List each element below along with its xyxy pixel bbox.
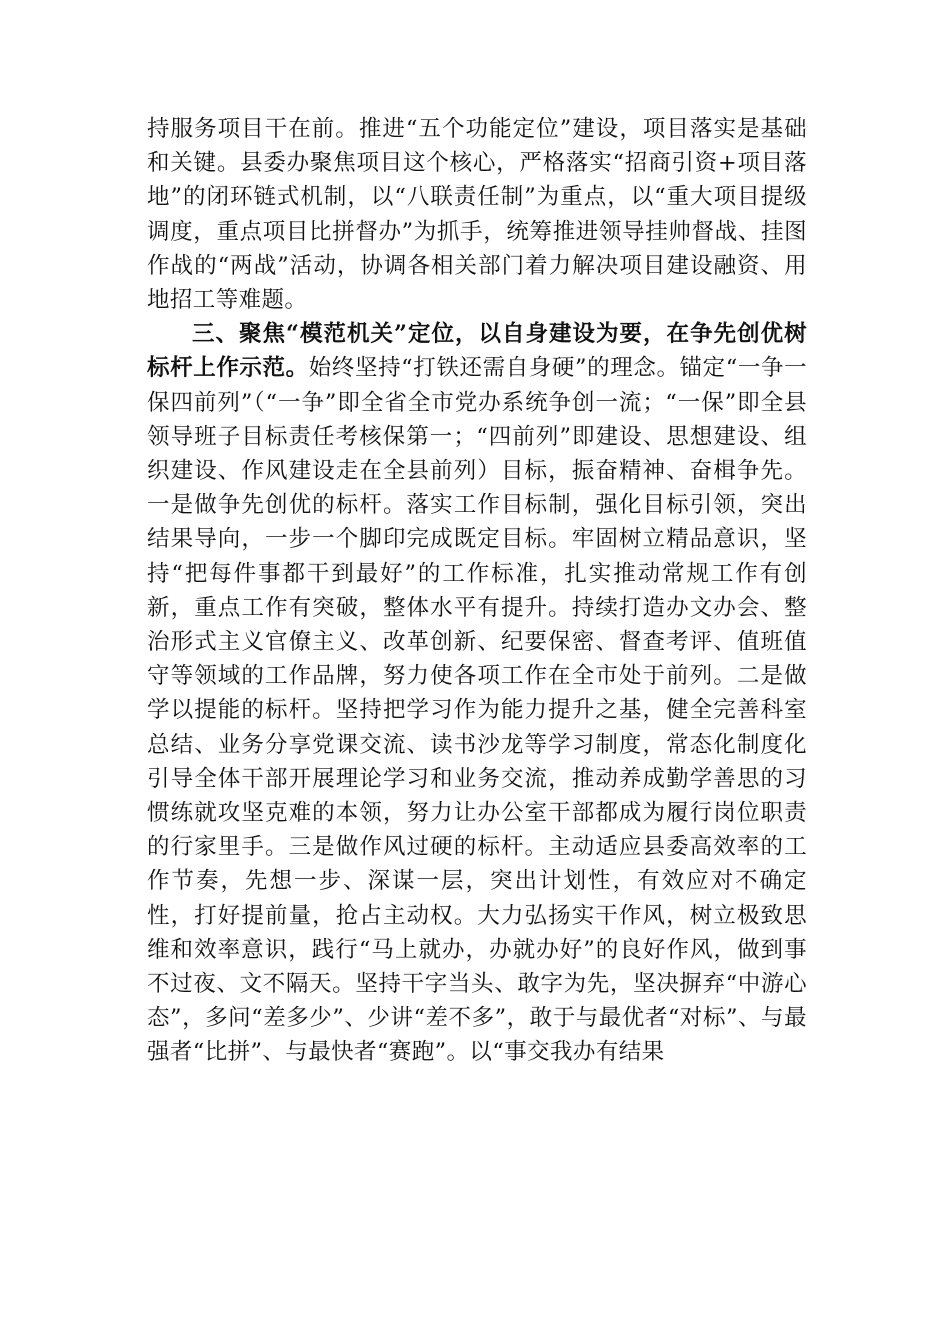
- paragraph-model-organ: [147, 317, 807, 1069]
- paragraph-2-body: 始终坚持“打铁还需自身硬”的理念。锚定“一争一保四前列”（“一争”即全省全市党办系统争创一流；“一保”即全县领导班子目标责任考核保第一；“四前列”即建设、思想建设、组织建设、作风建设走在全县前列）目标，振奋精神、奋楫争先。一是做争先创优的标杆。落实工作目标制，强化目标引领，突出结果导向，一步一个脚印完成既定目标。牢固树立精品意识，坚持“把每件事都干到最好”的工作标准，扎实推动常规工作有创新，重点工作有突破，整体水平有提升。持续打造办文办会、整治形式主义官僚主义、改革创新、纪要保密、督查考评、值班值守等领域的工作品牌，努力使各项工作在全市处于前列。二是做学以提能的标杆。坚持把学习作为能力提升之基，健全完善科室总结、业务分享党课交流、读书沙龙等学习制度，常态化制度化引导全体干部开展理论学习和业务交流，推动养成勤学善思的习惯练就攻坚克难的本领，努力让办公室干部都成为履行岗位职责的行家里手。三是做作风过硬的标杆。主动适应县委高效率的工作节奏，先想一步、深谋一层，突出计划性，有效应对不确定性，打好提前量，抢占主动权。大力弘扬实干作风，树立极致思维和效率意识，践行“马上就办，办就办好”的良好作风，做到事不过夜、文不隔天。坚持干字当头、敢字为先，坚决摒弃“中游心态”，多问“差多少”、少讲“差不多”，敢于与最优者“对标”、与最强者“比拼”、与最快者“赛跑”。以“事交我办有结果: [147, 355, 807, 1066]
- section-three-heading: 三、聚焦“模范机关”定位，以自身建设为要，在争先创优树标杆上作示范。: [147, 321, 807, 382]
- document-body: [147, 112, 807, 1070]
- paragraph-project-implementation: [147, 112, 807, 317]
- paragraph-1-text: 持服务项目干在前。推进“五个功能定位”建设，项目落实是基础和关键。县委办聚焦项目这个核心，严格落实“招商引资+项目落地”的闭环链式机制，以“八联责任制”为重点，以“重大项目提级调度，重点项目比拼督办”为抓手，统筹推进领导挂帅督战、挂图作战的“两战”活动，协调各相关部门着力解决项目建设融资、用地招工等难题。: [147, 116, 807, 314]
